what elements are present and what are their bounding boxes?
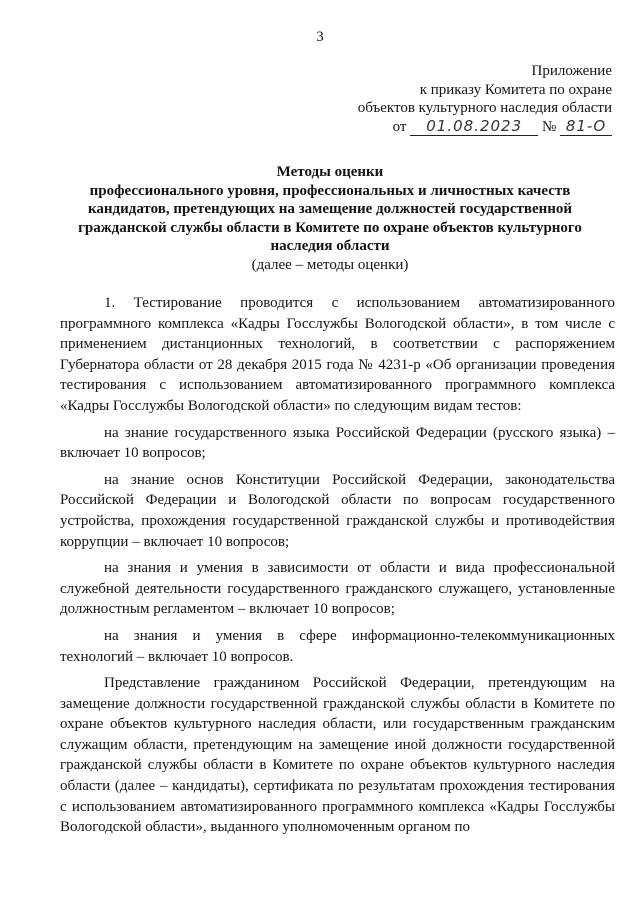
title-line-2: профессионального уровня, профессиональных и личностных качеств — [89, 182, 571, 199]
title-line-4: гражданской службы области в Комитете по охране объектов культурного — [78, 219, 582, 236]
title-line-3: кандидатов, претендующих на замещение должностей государственной — [87, 201, 573, 217]
appendix-header — [322, 62, 612, 118]
title-line-1: Методы оценки — [276, 164, 384, 180]
document-body — [60, 293, 615, 838]
list-item-constitution-test: на знание основ Конституции Российской Федерации, законодательства Российской Федерации и Вологодской области по вопросам государственного устройства, прохождения государственной гражданской службы и противодействия коррупции – включает 10 вопросов; — [60, 471, 615, 550]
handwritten-date: 01.08.2023 — [410, 117, 538, 136]
appendix-label: Приложение — [531, 63, 612, 79]
list-item-language-test: на знание государственного языка Российской Федерации (русского языка) – включает 10 вопросов; — [60, 424, 615, 462]
paragraph-certificate: Представление гражданином Российской Федерации, претендующим на замещение должности государственной гражданской службы области в Комитете по охране объектов культурного наследия области, или государственным гражданским служащим области, претендующим на замещение иной должности государственной гражданской службы области в Комитете по охране объектов культурного наследия области (далее – кандидаты), сертификата по результатам прохождения тестирования с использованием автоматизированного программного комплекса «Кадры Госслужбы Вологодской области», выданного уполномоченным органом по — [60, 675, 615, 836]
handwritten-number: 81-О — [560, 117, 612, 136]
date-prefix: от — [392, 119, 407, 135]
order-date-number-line — [393, 117, 612, 136]
number-prefix: № — [541, 119, 557, 135]
list-item-professional-test: на знания и умения в зависимости от области и вида профессиональной служебной деятельности государственного гражданского служащего, установленные должностным регламентом – включает 10 вопросов; — [60, 560, 615, 618]
appendix-order-ref: к приказу Комитета по охране — [419, 81, 612, 98]
page-number: 3 — [316, 29, 324, 45]
list-item-it-test: на знания и умения в сфере информационно-телекоммуникационных технологий – включает 10 вопросов. — [60, 627, 615, 665]
title-subtitle: (далее – методы оценки) — [251, 256, 409, 273]
paragraph-testing: 1. Тестирование проводится с использованием автоматизированного программного комплекса «Кадры Госслужбы Вологодской области», в том числе с применением дистанционных технологий, в соответствии с распоряжением Губернатора области от 28 декабря 2015 года № 4231-р «Об организации проведения тестирования с использованием автоматизированного программного комплекса «Кадры Госслужбы Вологодской области» по следующим видам тестов: — [60, 295, 615, 414]
document-title — [60, 163, 600, 274]
title-line-5: наследия области — [270, 238, 390, 254]
appendix-committee: объектов культурного наследия области — [357, 100, 612, 116]
